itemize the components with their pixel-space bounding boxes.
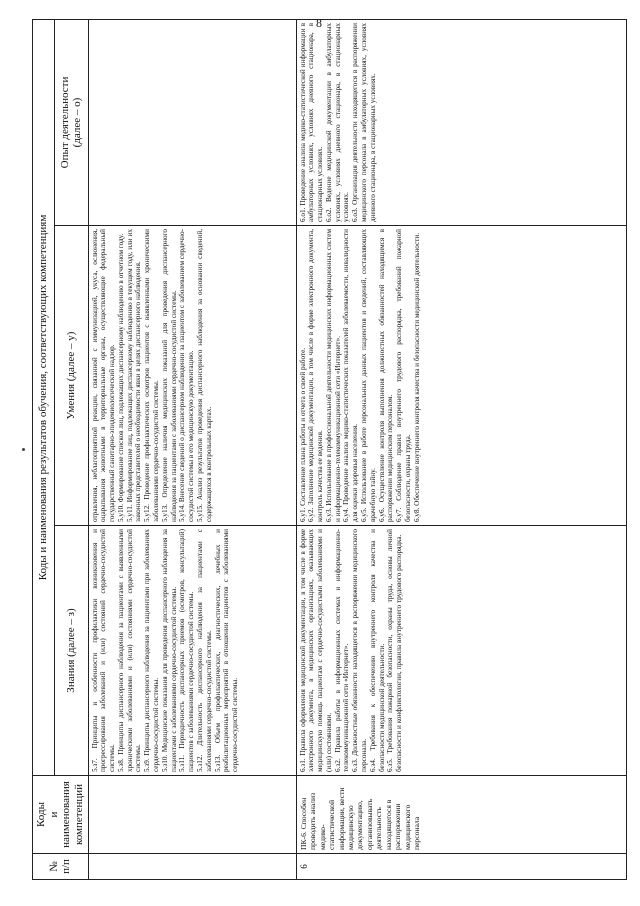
skill-item: 6.у4. Проведение анализа медико-статистических показателей заболеваемости, инвалидности для оценки здоровья населения. bbox=[342, 229, 360, 522]
knowledge-item: 6.з1. Правила оформления медицинской документации, в том числе в форме электронного документа, в медицинских организациях, оказывающих медицинскую помощь пациентам с сердечно-сосудистыми заболеваниями и (или) состояниями. bbox=[298, 529, 333, 772]
knowledge-item: 6.з4. Требования к обеспечению внутреннего контроля качества и безопасности медицинской деятельности. bbox=[368, 529, 386, 772]
skill-item: отравления, неблагоприятной реакции, связанной с иммунизацией, укуса, ослюнения, оцарапывания животными в территориальные органы, осуществляющие федеральный государственный санитарно-эпидемиологический надзор. bbox=[90, 229, 117, 522]
skill-item: 6.у8. Обеспечение внутреннего контроля качества и безопасности медицинской деятельности. bbox=[412, 232, 421, 522]
header-knowledge: Знания (далее – з) bbox=[55, 526, 88, 776]
experience-item: 6.о3. Организация деятельности находящегося в распоряжении медицинского персонала в амбулаторных условиях, условиях дневного стационара, в стационарных условиях. bbox=[351, 23, 377, 222]
knowledge-item: 5.з13. Объем профилактических, диагностических, лечебных и реабилитационных мероприятий в отношении пациентов с заболеваниями сердечно-сосудистой системы. bbox=[213, 529, 240, 772]
knowledge-item: 5.з8. Принципы диспансерного наблюдения за пациентами с выявленными хроническими заболеваниями и (или) состояниями сердечно-сосудистой системы. bbox=[116, 529, 143, 772]
skill-item: 6.у7. Соблюдение правил внутреннего трудового распорядка, требований пожарной безопасности, охраны труда. bbox=[395, 229, 412, 522]
row-knowledge bbox=[296, 526, 626, 776]
skill-item: 5.у11. Информирование лиц, подлежащих диспансерному наблюдению в текущем году, или их законных представителей о необходимости явки в целях диспансерного наблюдения. bbox=[125, 229, 143, 522]
skill-item: 5.у13. Определение наличия медицинских показаний для проведения диспансерного наблюдения за пациентами с заболеваниями сердечно-сосудистой системы. bbox=[160, 229, 178, 522]
row-skills bbox=[88, 226, 296, 526]
knowledge-item: 5.з10. Медицинские показания для проведения диспансерного наблюдения за пациентами с заболеваниями сердечно-сосудистой системы. bbox=[160, 529, 178, 772]
skill-item: 6.у5. Использование в работе персональных данных пациентов и сведений, составляющих врачебную тайну. bbox=[360, 229, 377, 522]
row-competency: ПК-6. Способен проводить анализ медико-статистической информации, вести медицинскую документацию, организовывать деятельность находящегося в распоряжении медицинского персонала bbox=[296, 776, 626, 854]
competency-table bbox=[32, 19, 627, 880]
skill-item: 5.у15. Анализ результатов проведения диспансерного наблюдения за основании сведений, содержащихся в контрольных картах. bbox=[195, 229, 213, 522]
skill-item: 6.у1. Составление плана работы и отчета о своей работе. bbox=[298, 347, 307, 522]
skill-item: 5.у12. Проведение профилактических осмотров пациентов с выявленными хроническими заболеваниями сердечно-сосудистой системы. bbox=[143, 229, 161, 522]
header-num: № п/п bbox=[33, 854, 89, 880]
skill-item: 6.у6. Осуществление контроля выполнения должностных обязанностей находящимся в распоряжении медицинским персоналом. bbox=[377, 229, 395, 522]
header-codes: Коды и наименования компетенций bbox=[33, 776, 89, 854]
row-competency bbox=[88, 776, 296, 854]
skill-item: 5.у10. Формирование списков лиц, подлежащих диспансерному наблюдению в отчетном году. bbox=[116, 233, 125, 522]
row-num bbox=[88, 854, 296, 880]
header-group-title: Коды и наименования результатов обучения, соответствующих компетенциям bbox=[33, 20, 55, 776]
row-experience bbox=[296, 20, 626, 226]
header-skills: Умения (далее – у) bbox=[55, 226, 88, 526]
row-experience bbox=[88, 20, 296, 226]
skill-item: 6.у3. Использование в профессиональной деятельности медицинских информационных систем и информационно-телекоммуникационной сети «Интернет». bbox=[324, 229, 342, 522]
row-knowledge bbox=[88, 526, 296, 776]
row-skills bbox=[296, 226, 626, 526]
table-row-6 bbox=[296, 20, 626, 880]
row-num: 6 bbox=[296, 854, 626, 880]
table-row-5-cont bbox=[88, 20, 296, 880]
page-number: 8 bbox=[316, 16, 322, 30]
knowledge-item: 6.з2. Правила работы в информационных системах и информационно-телекоммуникационной сети «Интернет». bbox=[333, 529, 351, 772]
header-experience: Опыт деятельности (далее – о) bbox=[55, 20, 88, 226]
knowledge-item: 6.з5. Требования пожарной безопасности, охраны труда, основы личной безопасности и конфликтологии, правила внутреннего трудового распорядка. bbox=[386, 529, 404, 772]
knowledge-item: 5.з9. Принципы диспансерного наблюдения за пациентами при заболеваниях сердечно-сосудистой системы. bbox=[143, 529, 161, 772]
knowledge-item: 5.з11. Периодичность диспансерных приемов (осмотров, консультаций) пациентов с заболеваниями сердечно-сосудистой системы. bbox=[178, 529, 196, 772]
knowledge-item: 5.з12. Длительность диспансерного наблюдения за пациентами с заболеваниями сердечно-сосудистой системы. bbox=[195, 529, 213, 772]
scan-dot bbox=[22, 448, 25, 451]
knowledge-item: 5.з7. Принципы и особенности профилактики возникновения и прогрессирования заболеваний и (или) состояний сердечно-сосудистой системы. bbox=[90, 529, 117, 772]
experience-item: 6.о2. Ведение медицинской документации в амбулаторных условиях, условиях дневного стационара, в стационарных условиях. bbox=[324, 23, 351, 222]
rotated-table-sheet bbox=[32, 20, 627, 880]
skill-item: 5.у14. Внесение сведений о диспансерном наблюдении за пациентом с заболеванием сердечно-сосудистой системы в его медицинскую документацию. bbox=[178, 229, 196, 522]
experience-item: 6.о1. Проведение анализа медико-статистической информации в амбулаторных условиях, условиях дневного стационара, в стационарных условиях. bbox=[298, 23, 325, 222]
knowledge-item: 6.з3. Должностные обязанности находящегося в распоряжении медицинского персонала. bbox=[351, 529, 369, 772]
skill-item: 6.у2. Заполнение медицинской документации, в том числе в форме электронного документа, контроль качества ее ведения. bbox=[307, 229, 325, 522]
